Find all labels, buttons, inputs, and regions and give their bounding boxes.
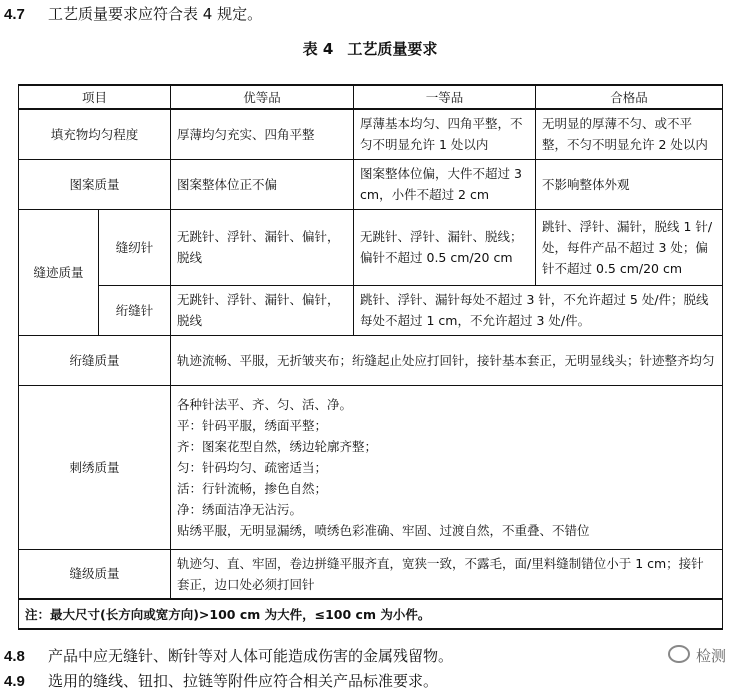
clause-number: 4.7 bbox=[4, 6, 25, 23]
clause-text: 选用的缝线、钮扣、拉链等附件应符合相关产品标准要求。 bbox=[48, 672, 439, 690]
item-cell: 绗缝质量 bbox=[19, 335, 171, 385]
table-title bbox=[0, 38, 740, 59]
desc-cell: 轨迹匀、直、牢固，卷边拼缝平服齐直，宽狭一致，不露毛，面/里料缝制错位小于 1 cm；接针套正，边口处必须打回针 bbox=[171, 549, 723, 599]
superior-cell: 厚薄均匀充实、四角平整 bbox=[171, 109, 354, 159]
clause-4-9 bbox=[4, 671, 438, 692]
first-cell: 无跳针、浮针、漏针、脱线；偏针不超过 0.5 cm/20 cm bbox=[354, 209, 536, 285]
first-cell: 厚薄基本均匀、四角平整，不匀不明显允许 1 处以内 bbox=[354, 109, 536, 159]
header-superior: 优等品 bbox=[171, 85, 354, 109]
table-header-row bbox=[19, 85, 723, 109]
desc-cell bbox=[171, 385, 723, 549]
item-cell: 填充物均匀程度 bbox=[19, 109, 171, 159]
embroidery-line: 净：绣面洁净无沾污。 bbox=[177, 501, 303, 517]
sub-item-cell: 缝纫针 bbox=[99, 209, 171, 285]
row-pattern bbox=[19, 159, 723, 209]
sub-item-cell: 绗缝针 bbox=[99, 285, 171, 335]
table-label: 表 4 bbox=[302, 40, 334, 58]
clause-number: 4.9 bbox=[4, 673, 25, 690]
watermark bbox=[668, 645, 726, 666]
item-cell: 缝级质量 bbox=[19, 549, 171, 599]
desc-cell: 轨迹流畅、平服，无折皱夹布；绗缝起止处应打回针，接针基本套正，无明显线头；针迹整齐均匀 bbox=[171, 335, 723, 385]
clause-4-7 bbox=[4, 4, 262, 25]
qualified-cell: 不影响整体外观 bbox=[536, 159, 723, 209]
clause-text: 产品中应无缝针、断针等对人体可能造成伤害的金属残留物。 bbox=[48, 647, 454, 665]
row-quilting bbox=[19, 335, 723, 385]
clause-text: 工艺质量要求应符合表 4 规定。 bbox=[48, 5, 263, 23]
watermark-text: 检测 bbox=[695, 647, 726, 665]
group-cell: 缝迹质量 bbox=[19, 209, 99, 335]
row-filling bbox=[19, 109, 723, 159]
header-qualified: 合格品 bbox=[536, 85, 723, 109]
embroidery-line: 贴绣平服，无明显漏绣，喷绣色彩准确、牢固、过渡自然，不重叠、不错位 bbox=[177, 522, 590, 538]
row-stitch-quilt bbox=[19, 285, 723, 335]
embroidery-line: 各种针法平、齐、匀、活、净。 bbox=[177, 396, 353, 412]
qualified-cell: 无明显的厚薄不匀、或不平整，不匀不明显允许 2 处以内 bbox=[536, 109, 723, 159]
embroidery-line: 齐：图案花型自然，绣边轮廓齐整； bbox=[177, 438, 378, 454]
row-binding bbox=[19, 549, 723, 599]
quality-table bbox=[18, 84, 723, 630]
row-note bbox=[19, 599, 723, 629]
wechat-icon bbox=[668, 645, 690, 663]
table-note: 注：最大尺寸(长方向或宽方向)>100 cm 为大件，≤100 cm 为小件。 bbox=[19, 599, 723, 629]
first-cell: 图案整体位偏，大件不超过 3 cm，小件不超过 2 cm bbox=[354, 159, 536, 209]
embroidery-line: 活：行针流畅，掺色自然； bbox=[177, 480, 328, 496]
item-cell: 图案质量 bbox=[19, 159, 171, 209]
item-cell: 刺绣质量 bbox=[19, 385, 171, 549]
header-first: 一等品 bbox=[354, 85, 536, 109]
superior-cell: 无跳针、浮针、漏针、偏针，脱线 bbox=[171, 285, 354, 335]
superior-cell: 图案整体位正不偏 bbox=[171, 159, 354, 209]
first-qualified-cell: 跳针、浮针、漏针每处不超过 3 针，不允许超过 5 处/件；脱线每处不超过 1 cm，不允许超过 3 处/件。 bbox=[354, 285, 723, 335]
embroidery-line: 平：针码平服，绣面平整； bbox=[177, 417, 328, 433]
row-stitch-sew bbox=[19, 209, 723, 285]
table-name: 工艺质量要求 bbox=[347, 40, 438, 58]
clause-4-8 bbox=[4, 646, 453, 667]
embroidery-line: 匀：针码均匀、疏密适当； bbox=[177, 459, 328, 475]
qualified-cell: 跳针、浮针、漏针，脱线 1 针/处，每件产品不超过 3 处；偏针不超过 0.5 cm/20 cm bbox=[536, 209, 723, 285]
row-embroidery bbox=[19, 385, 723, 549]
header-item: 项目 bbox=[19, 85, 171, 109]
superior-cell: 无跳针、浮针、漏针、偏针，脱线 bbox=[171, 209, 354, 285]
clause-number: 4.8 bbox=[4, 648, 25, 665]
